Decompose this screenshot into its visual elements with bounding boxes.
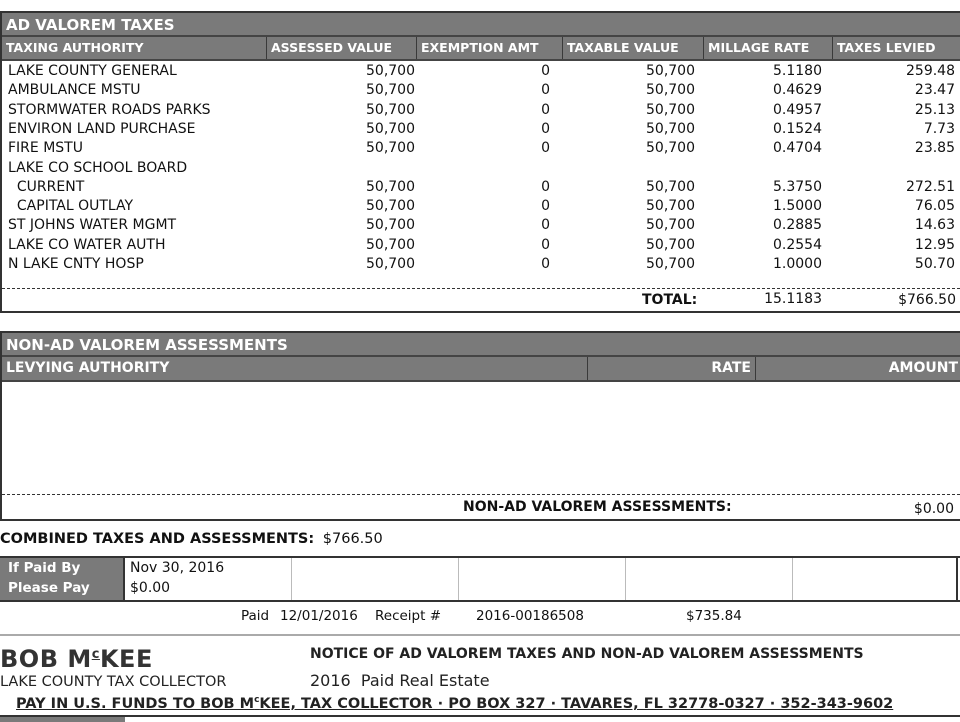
table-row — [2, 63, 960, 82]
taxing-authority-cell: N LAKE CNTY HOSP — [8, 256, 144, 272]
taxes-levied-cell: 23.47 — [914, 82, 955, 99]
assessed-value-cell: 50,700 — [366, 101, 415, 118]
taxes-levied-cell: 14.63 — [914, 217, 955, 234]
assessed-value-cell: 50,700 — [366, 236, 415, 253]
non-ad-valorem-divider — [2, 494, 960, 495]
taxing-authority-cell: LAKE CO SCHOOL BOARD — [8, 159, 188, 176]
payment-option-1 — [125, 558, 292, 600]
table-row — [2, 102, 960, 121]
combined-amount: $766.50 — [322, 531, 383, 547]
notice-title: NOTICE OF AD VALOREM TAXES AND NON-AD VALOREM ASSESSMENTS — [310, 646, 864, 662]
payment-option-4 — [626, 558, 793, 600]
exemption-amt-cell: 0 — [541, 198, 550, 215]
assessed-value-cell: 50,700 — [366, 82, 415, 99]
millage-rate-cell: 1.5000 — [773, 198, 822, 215]
taxable-value-cell: 50,700 — [646, 178, 695, 195]
taxing-authority-cell: CURRENT — [8, 178, 85, 195]
table-row — [2, 140, 960, 159]
pay-instructions-part-1: PAY IN U.S. FUNDS TO BOB M — [16, 695, 255, 712]
total-label: TOTAL: — [642, 292, 698, 308]
payment-label-cell — [0, 558, 125, 600]
col-rate: RATE — [588, 357, 756, 380]
pay-instructions-part-2: KEE, TAX COLLECTOR · PO BOX 327 · TAVARES, FL 32778-0327 · 352-343-9602 — [259, 695, 894, 712]
table-row — [2, 121, 960, 140]
taxable-value-cell: 50,700 — [646, 120, 695, 137]
millage-rate-cell: 0.4704 — [773, 140, 822, 157]
table-row — [2, 256, 960, 275]
non-ad-valorem-total-label: NON-AD VALOREM ASSESSMENTS: — [463, 499, 732, 515]
taxable-value-cell: 50,700 — [646, 217, 695, 234]
payment-date: Nov 30, 2016 — [130, 560, 225, 576]
taxes-levied-cell: 23.85 — [914, 140, 955, 157]
ad-valorem-title: AD VALOREM TAXES — [2, 13, 960, 37]
exemption-amt-cell: 0 — [541, 178, 550, 195]
total-levied: $766.50 — [898, 292, 956, 308]
millage-rate-cell: 0.2885 — [773, 217, 822, 234]
taxable-value-cell: 50,700 — [646, 101, 695, 118]
col-amount: AMOUNT — [888, 360, 958, 376]
footer-divider — [0, 634, 960, 636]
millage-rate-cell: 5.3750 — [773, 178, 822, 195]
millage-rate-cell: 0.2554 — [773, 236, 822, 253]
taxing-authority-cell: STORMWATER ROADS PARKS — [8, 101, 211, 118]
assessed-value-cell: 50,700 — [366, 178, 415, 195]
taxes-levied-cell: 25.13 — [914, 101, 955, 118]
taxes-levied-cell: 259.48 — [906, 63, 955, 79]
notice-subtitle: 2016 Paid Real Estate — [310, 671, 490, 690]
ad-valorem-column-header — [2, 37, 960, 61]
taxing-authority-cell: ST JOHNS WATER MGMT — [8, 217, 177, 234]
col-taxing-authority: TAXING AUTHORITY — [2, 37, 267, 59]
paid-amount: $735.84 — [686, 608, 742, 624]
bottom-grid-edge — [0, 715, 960, 720]
please-pay-label: Please Pay — [8, 580, 90, 596]
collector-name-part-1: BOB M — [0, 645, 92, 673]
col-taxable-value: TAXABLE VALUE — [563, 37, 704, 59]
receipt-number: 2016-00186508 — [476, 608, 584, 624]
table-row — [2, 82, 960, 101]
paid-label: Paid — [241, 608, 270, 624]
non-ad-valorem-total-amount: $0.00 — [913, 501, 954, 517]
taxing-authority-cell: CAPITAL OUTLAY — [8, 198, 134, 215]
assessed-value-cell: 50,700 — [366, 217, 415, 234]
millage-rate-cell: 5.1180 — [773, 63, 822, 79]
col-levying-authority: LEVYING AUTHORITY — [2, 357, 588, 380]
table-row — [2, 217, 960, 236]
taxes-levied-cell: 12.95 — [914, 236, 955, 253]
pay-instructions — [16, 695, 893, 712]
millage-rate-cell: 0.4629 — [773, 82, 822, 99]
exemption-amt-cell: 0 — [541, 120, 550, 137]
paid-date: 12/01/2016 — [280, 608, 358, 624]
payment-option-5 — [793, 558, 958, 600]
payment-amount: $0.00 — [130, 580, 171, 596]
taxes-levied-cell: 50.70 — [914, 256, 955, 272]
table-row — [2, 198, 960, 217]
taxes-levied-cell: 76.05 — [914, 198, 955, 215]
taxable-value-cell: 50,700 — [646, 63, 695, 79]
ad-valorem-divider — [2, 288, 960, 289]
non-ad-valorem-column-header — [2, 357, 960, 382]
taxable-value-cell: 50,700 — [646, 256, 695, 272]
assessed-value-cell: 50,700 — [366, 140, 415, 157]
collector-name-superscript: c — [91, 647, 100, 662]
pay-instructions-superscript: c — [254, 695, 260, 705]
taxing-authority-cell: LAKE COUNTY GENERAL — [8, 63, 177, 79]
total-millage: 15.1183 — [764, 291, 822, 307]
millage-rate-cell: 0.1524 — [773, 120, 822, 137]
millage-rate-cell: 1.0000 — [773, 256, 822, 272]
col-assessed-value: ASSESSED VALUE — [267, 37, 417, 59]
taxing-authority-cell: FIRE MSTU — [8, 140, 83, 157]
taxable-value-cell: 50,700 — [646, 198, 695, 215]
exemption-amt-cell: 0 — [541, 101, 550, 118]
col-exemption-amt: EXEMPTION AMT — [417, 37, 563, 59]
exemption-amt-cell: 0 — [541, 217, 550, 234]
non-ad-valorem-title: NON-AD VALOREM ASSESSMENTS — [2, 333, 960, 357]
exemption-amt-cell: 0 — [541, 82, 550, 99]
taxing-authority-cell: LAKE CO WATER AUTH — [8, 236, 166, 253]
exemption-amt-cell: 0 — [541, 63, 550, 79]
collector-name — [0, 645, 153, 673]
taxing-authority-cell: AMBULANCE MSTU — [8, 82, 141, 99]
exemption-amt-cell: 0 — [541, 236, 550, 253]
millage-rate-cell: 0.4957 — [773, 101, 822, 118]
table-row — [2, 179, 960, 198]
if-paid-by-label: If Paid By — [8, 560, 81, 576]
col-taxes-levied: TAXES LEVIED — [837, 40, 936, 55]
assessed-value-cell: 50,700 — [366, 198, 415, 215]
payment-grid — [0, 556, 960, 602]
receipt-line — [0, 608, 960, 628]
taxable-value-cell: 50,700 — [646, 140, 695, 157]
col-millage-rate: MILLAGE RATE — [704, 37, 833, 59]
assessed-value-cell: 50,700 — [366, 120, 415, 137]
table-row — [2, 237, 960, 256]
taxable-value-cell: 50,700 — [646, 82, 695, 99]
taxes-levied-cell: 7.73 — [923, 120, 955, 137]
payment-option-2 — [292, 558, 459, 600]
collector-name-part-2: KEE — [99, 645, 153, 673]
combined-label: COMBINED TAXES AND ASSESSMENTS: — [0, 531, 315, 547]
ad-valorem-section — [0, 11, 960, 313]
exemption-amt-cell: 0 — [541, 140, 550, 157]
combined-taxes — [0, 531, 383, 547]
receipt-label: Receipt # — [375, 608, 442, 624]
ad-valorem-rows — [2, 62, 960, 282]
payment-option-3 — [459, 558, 626, 600]
assessed-value-cell: 50,700 — [366, 256, 415, 272]
taxable-value-cell: 50,700 — [646, 236, 695, 253]
collector-title: LAKE COUNTY TAX COLLECTOR — [0, 674, 227, 690]
taxes-levied-cell: 272.51 — [906, 178, 955, 195]
table-row — [2, 160, 960, 179]
taxing-authority-cell: ENVIRON LAND PURCHASE — [8, 120, 196, 137]
exemption-amt-cell: 0 — [541, 256, 550, 272]
assessed-value-cell: 50,700 — [366, 63, 415, 79]
non-ad-valorem-section — [0, 331, 960, 521]
